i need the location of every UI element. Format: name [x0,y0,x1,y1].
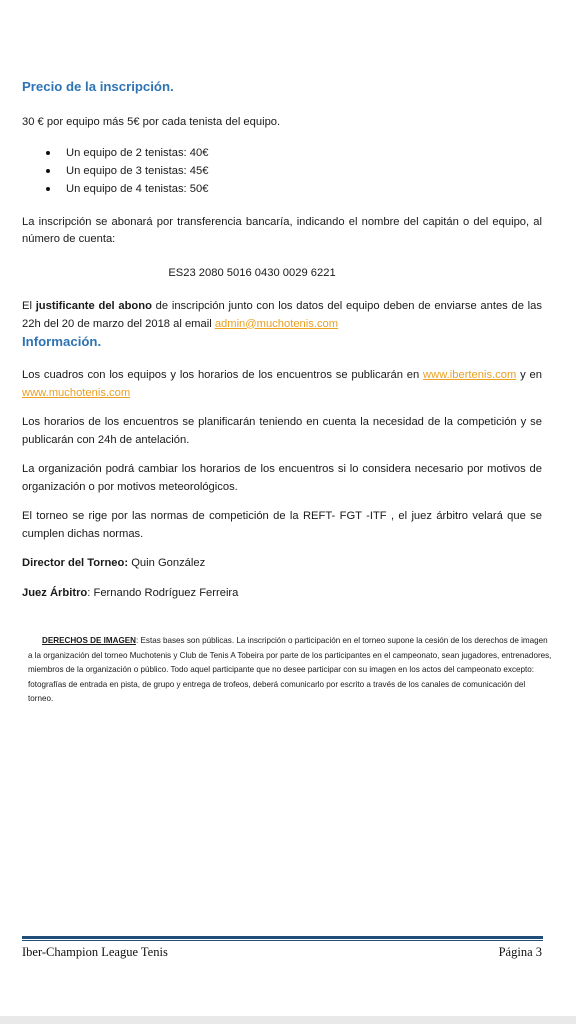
pricing-intro: 30 € por equipo más 5€ por cada tenista del equipo. [22,116,281,128]
page-content [22,78,542,602]
list-item: Un equipo de 2 tenistas: 40€ [22,144,542,162]
page-number: Página 3 [498,945,542,959]
referee-name: : Fernando Rodríguez Ferreira [87,586,239,599]
pricing-heading: Precio de la inscripción. [22,79,174,94]
pricing-list [22,144,542,198]
ibertenis-link[interactable]: www.ibertenis.com [423,369,517,381]
information-heading: Información. [22,334,102,349]
proof-suffix: de inscripción junto con los datos del equipo deben de enviarse antes de las 22h del 20 de marzo del 2018 al email [22,300,542,330]
publication-prefix: Los cuadros con los equipos y los horarios de los encuentros se publicarán en [22,369,424,381]
proof-bold-text: justificante del abono [35,300,152,312]
footer-title: Iber-Champion League Tenis [22,945,168,959]
image-rights-text: : Estas bases son públicas. La inscripción o participación en el torneo supone la cesión de los derechos de imagen a la organización del torneo Muchotenis y Club de Tenis A Tobeira por parte de los participantes en el campeonato, sean jugadores, entrenadores, miembros de la organización o público. Todo aquel participante que no desee participar con su imagen en los actos del campeonato excepto: fotografías de entrada en pista, de grupo y entrega de trofeos, deberá comunicarlo por escrito a través de los canales de comunicación del torneo. [28,636,552,703]
referee-label: Juez Árbitro [22,586,88,599]
proof-paragraph [22,298,542,333]
director-name: Quin González [128,557,206,569]
email-link[interactable]: admin@muchotenis.com [214,317,339,330]
payment-paragraph: La inscripción se abonará por transferencia bancaría, indicando el nombre del capitán o del equipo, al número de cuenta: [22,215,542,245]
list-item: Un equipo de 4 tenistas: 50€ [22,180,542,198]
list-item: Un equipo de 3 tenistas: 45€ [22,162,542,180]
footer-rule-thick [22,936,543,939]
account-number: ES23 2080 5016 0430 0029 6221 [168,266,336,279]
rules-paragraph: El torneo se rige por las normas de competición de la REFT- FGT -ITF , el juez árbitro velará que se cumplen dichas normas. [22,510,542,540]
footer-rule-thin [22,940,543,941]
director-line [22,555,542,573]
image-rights-title: DERECHOS DE IMAGEN [42,636,136,645]
muchotenis-link[interactable]: www.muchotenis.com [22,386,131,399]
publication-middle: y en [516,369,542,381]
publication-paragraph [22,367,542,402]
proof-prefix: El [22,300,36,312]
referee-line [22,585,542,603]
director-label: Director del Torneo: [22,557,129,569]
schedule-paragraph: Los horarios de los encuentros se planificarán teniendo en cuenta la necesidad de la competición y se publicarán con 24h de antelación. [22,416,542,446]
bottom-scroll-strip [0,1016,576,1024]
image-rights-notice [28,634,552,707]
changes-paragraph: La organización podrá cambiar los horarios de los encuentros si lo considera necesario por motivos de organización o por motivos meteorológicos. [22,463,542,493]
